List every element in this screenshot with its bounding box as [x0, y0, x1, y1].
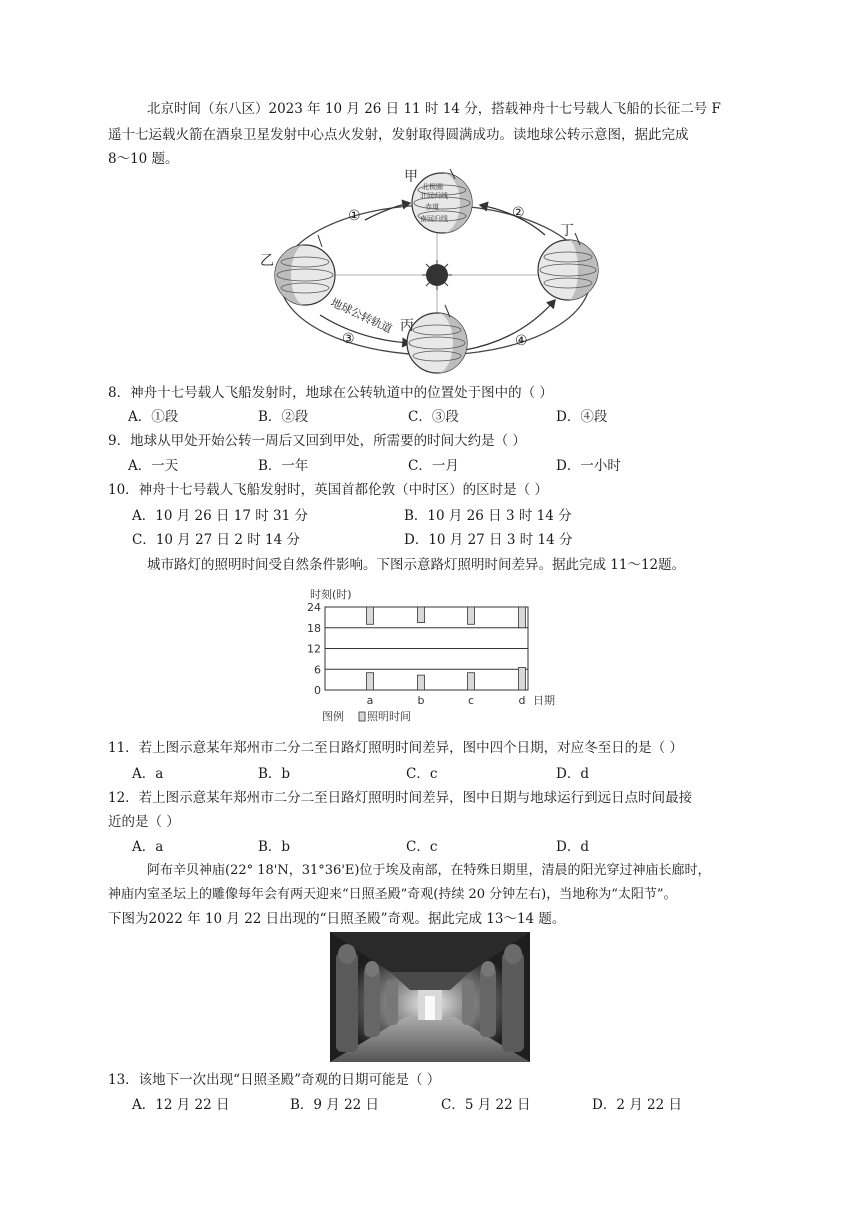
- ytick-label-24: 24: [307, 601, 321, 614]
- q11-option-d: D．d: [556, 766, 589, 782]
- label-seg-3: ③: [342, 331, 355, 347]
- q9-option-d: D．一小时: [556, 458, 621, 474]
- q9-option-a: A．一天: [128, 458, 179, 474]
- globe-label-tropic-south: 南回归线: [420, 215, 448, 223]
- q11-stem: 11．若上图示意某年郑州市二分二至日路灯照明时间差异，图中四个日期，对应冬至日的是（ ）: [108, 740, 683, 756]
- globe-yi: [275, 235, 335, 305]
- q13-option-c: C．5 月 22 日: [441, 1097, 531, 1113]
- earth-revolution-diagram: [250, 165, 610, 380]
- globe-bing: [407, 305, 467, 373]
- bar-evening-c: [468, 607, 475, 624]
- q13-option-a: A．12 月 22 日: [132, 1097, 230, 1113]
- q12-stem-line-1: 12．若上图示意某年郑州市二分二至日路灯照明时间差异，图中日期与地球运行到远日点时间最接: [108, 790, 693, 806]
- intro2-line: 城市路灯的照明时间受自然条件影响。下图示意路灯照明时间差异。据此完成 11～12题。: [147, 557, 686, 573]
- q12-option-d: D．d: [556, 839, 589, 855]
- legend-prefix: 图例: [322, 710, 344, 723]
- q11-option-b: B．b: [258, 766, 291, 782]
- chart-ylabel: 时刻(时): [310, 588, 352, 601]
- orbit-label: 地球公转轨道: [328, 295, 395, 336]
- globe-label-equator: 赤道: [425, 203, 439, 211]
- ytick-label-0: 0: [314, 684, 321, 697]
- label-seg-1: ①: [348, 208, 361, 224]
- chart-xlabel: 日期: [533, 694, 555, 707]
- label-seg-4: ④: [515, 333, 528, 349]
- intro-line-3: 8～10 题。: [108, 151, 179, 167]
- sun-icon: [422, 260, 452, 290]
- q13-stem: 13．该地下一次出现“日照圣殿”奇观的日期可能是（ ）: [108, 1072, 441, 1088]
- label-jia: 甲: [404, 169, 418, 185]
- q8-stem: 8．神舟十七号载人飞船发射时，地球在公转轨道中的位置处于图中的（ ）: [108, 385, 553, 401]
- q11-option-a: A．a: [132, 766, 164, 782]
- bar-evening-a: [367, 607, 374, 624]
- q9-stem: 9．地球从甲处开始公转一周后又回到甲处，所需要的时间大约是（ ）: [108, 433, 526, 449]
- label-yi: 乙: [260, 253, 274, 269]
- q9-option-c: C．一月: [408, 458, 459, 474]
- q12-option-b: B．b: [258, 839, 291, 855]
- intro3-line-3: 下图为2022 年 10 月 22 日出现的“日照圣殿”奇观。据此完成 13～14 题。: [108, 911, 566, 927]
- intro-line-2: 遥十七运载火箭在酒泉卫星发射中心点火发射，发射取得圆满成功。读地球公转示意图，据此完成: [108, 127, 689, 143]
- ytick-label-6: 6: [314, 663, 321, 677]
- label-seg-2: ②: [512, 205, 525, 221]
- q11-option-c: C．c: [406, 766, 438, 782]
- legend-label: 照明时间: [367, 710, 411, 723]
- ytick-label-12: 12: [307, 642, 321, 656]
- q10-option-d: D．10 月 27 日 3 时 14 分: [404, 532, 573, 548]
- category-label-b: b: [417, 694, 425, 707]
- globe-label-arctic: 北极圈: [422, 183, 443, 191]
- q10-stem: 10．神舟十七号载人飞船发射时，英国首都伦敦（中时区）的区时是（ ）: [108, 482, 548, 498]
- q10-option-a: A．10 月 26 日 17 时 31 分: [132, 508, 309, 524]
- q10-option-c: C．10 月 27 日 2 时 14 分: [132, 532, 300, 548]
- q13-option-d: D．2 月 22 日: [592, 1097, 682, 1113]
- legend-swatch: [359, 712, 365, 721]
- q8-option-d: D．④段: [556, 409, 608, 425]
- label-bing: 丙: [400, 318, 414, 334]
- intro3-line-2: 神庙内室圣坛上的雕像每年会有两天迎来“日照圣殿”奇观(持续 20 分钟左右)，当地称为“太阳节”。: [108, 887, 677, 902]
- category-label-c: c: [467, 694, 475, 707]
- q8-option-c: C．③段: [408, 409, 459, 425]
- label-ding: 丁: [560, 223, 574, 239]
- bar-morning-d: [519, 668, 526, 690]
- q12-option-a: A．a: [132, 839, 164, 855]
- intro3-line-1: 阿布辛贝神庙(22° 18'N，31°36'E)位于埃及南部，在特殊日期里，清晨的阳光穿过神庙长廊时，: [147, 863, 711, 878]
- q8-option-a: A．①段: [128, 409, 179, 425]
- q12-option-c: C．c: [406, 839, 438, 855]
- globe-ding: [538, 233, 598, 300]
- intro-line-1: 北京时间（东八区）2023 年 10 月 26 日 11 时 14 分，搭载神舟十七号载人飞船的长征二号 F: [147, 101, 721, 117]
- bar-evening-b: [418, 607, 425, 623]
- lighting-time-chart: [300, 586, 570, 726]
- bar-morning-a: [367, 673, 374, 690]
- category-label-d: d: [518, 694, 526, 707]
- bar-morning-b: [418, 675, 425, 690]
- q13-option-b: B．9 月 22 日: [290, 1097, 380, 1113]
- q8-option-b: B．②段: [258, 409, 309, 425]
- ytick-label-18: 18: [307, 621, 321, 635]
- q9-option-b: B．一年: [258, 458, 309, 474]
- globe-label-tropic-north: 北回归线: [420, 192, 448, 200]
- q10-option-b: B．10 月 26 日 3 时 14 分: [404, 508, 572, 524]
- globe-jia: [412, 169, 472, 233]
- bar-morning-c: [468, 673, 475, 690]
- bar-evening-d: [519, 607, 526, 628]
- temple-photo: [330, 932, 530, 1062]
- category-label-a: a: [366, 694, 374, 707]
- q12-stem-line-2: 近的是（ ）: [108, 814, 180, 830]
